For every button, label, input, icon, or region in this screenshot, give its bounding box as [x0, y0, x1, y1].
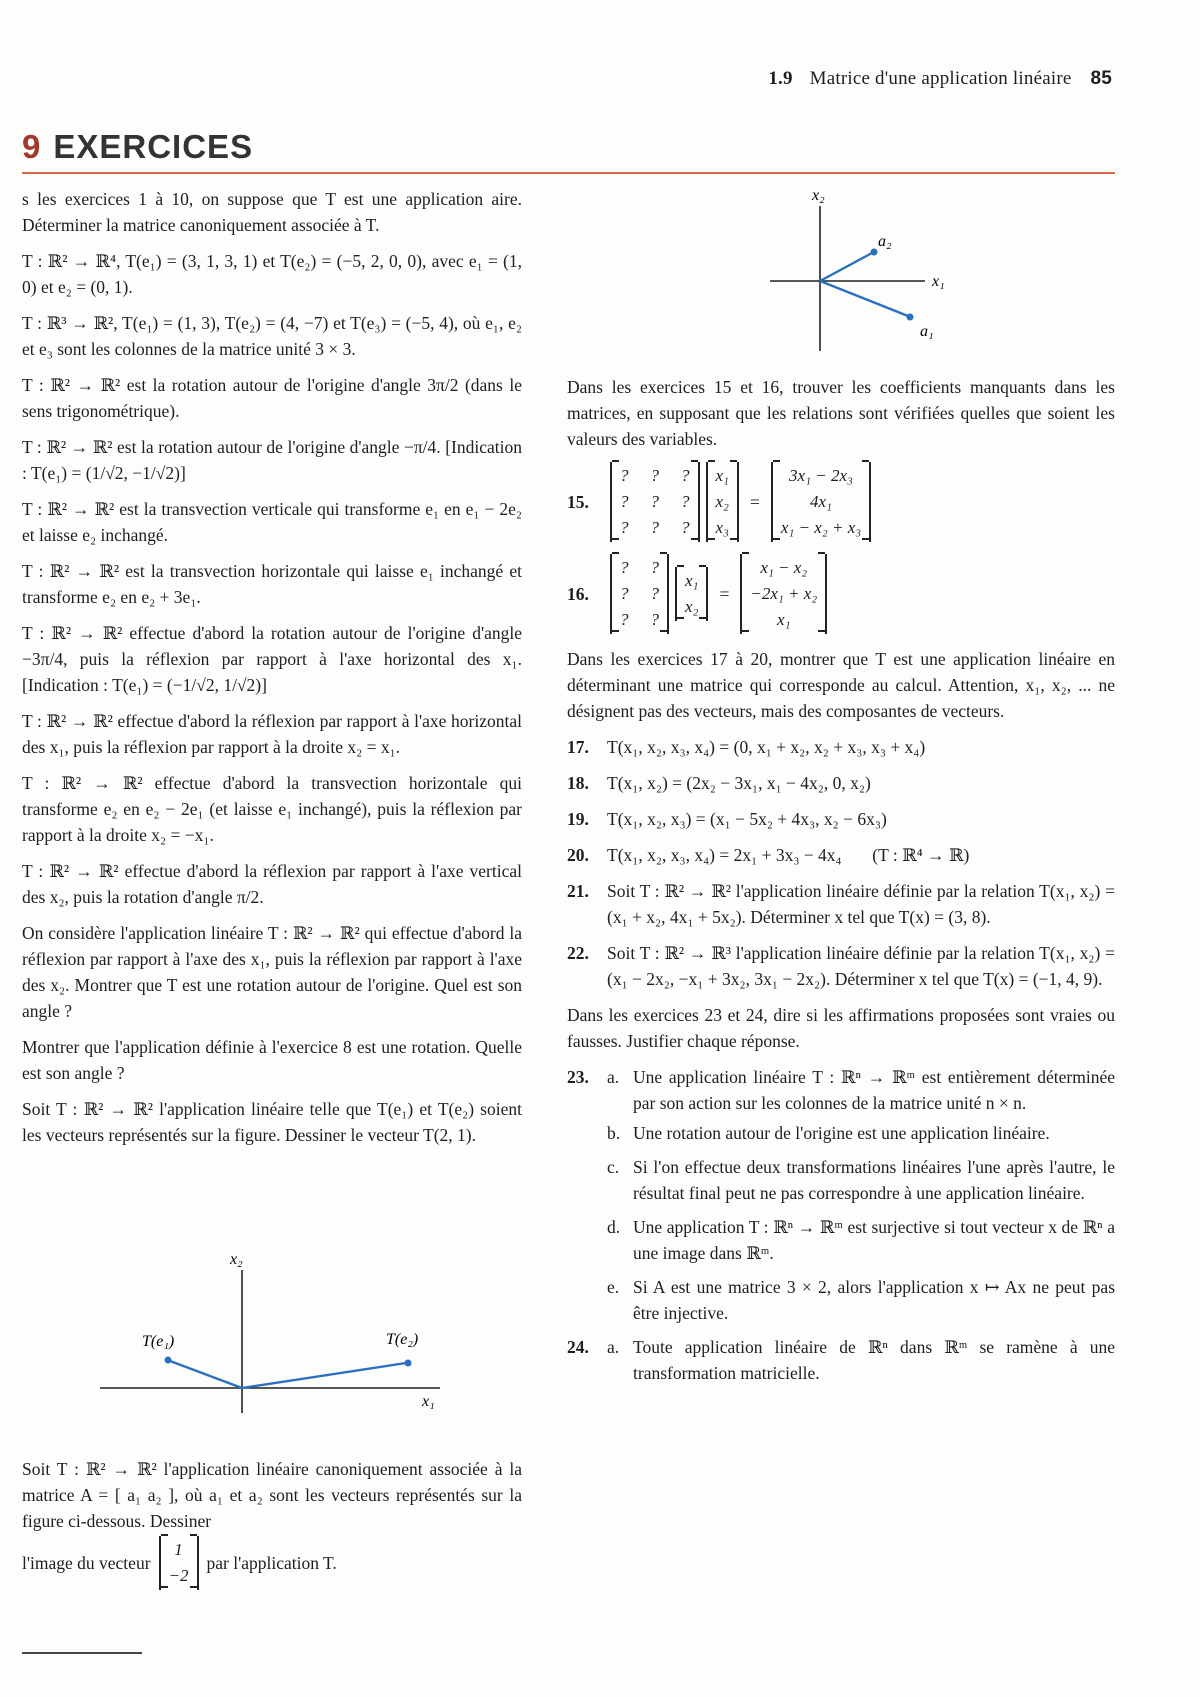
sub-text: Une application T : ℝⁿ → ℝᵐ est surjective si tout vecteur x de ℝⁿ a une image dans ℝᵐ. [633, 1217, 1115, 1263]
intro-17-20: Dans les exercices 17 à 20, montrer que T est une application linéaire en déterminant une matrice qui corresponde au calcul. Attention, x₁, x₂, ... ne désignent pas des vecteurs, mais des composantes de vecteurs. [567, 649, 1115, 721]
exercise-18 [567, 770, 1115, 796]
variable: x₁ [715, 466, 729, 485]
exercise-number: 18. [567, 773, 589, 793]
exercise-number: 22. [567, 943, 589, 963]
te2-arrow [242, 1363, 406, 1388]
exercise-5: T : ℝ² → ℝ² est la transvection verticale qui transforme e₁ en e₁ − 2e₂ et laisse e₂ inchangé. [22, 499, 522, 545]
variable: x₁ [685, 571, 699, 590]
exercise-number: 23. [567, 1067, 589, 1087]
exercise-text: T(x₁, x₂, x₃, x₄) = 2x₁ + 3x₃ − 4x₄ (T : ℝ⁴ → ℝ) [607, 845, 970, 865]
page-title [22, 128, 253, 166]
exercise-text: T(x₁, x₂, x₃, x₄) = (0, x₁ + x₂, x₂ + x₃, x₃ + x₄) [607, 737, 926, 757]
a1-arrow [820, 281, 908, 316]
te1-label: T(e₁) [142, 1333, 175, 1350]
exercise-8: T : ℝ² → ℝ² effectue d'abord la réflexion par rapport à l'axe horizontal des x₁, puis la réflexion par rapport à la droite x₂ = x₁. [22, 711, 522, 757]
exercise-10: T : ℝ² → ℝ² effectue d'abord la réflexion par rapport à l'axe vertical des x₂, puis la rotation d'angle π/2. [22, 861, 522, 907]
exercise-number: 24. [567, 1337, 589, 1357]
axis-x2-label: x₂ [812, 187, 825, 204]
vector-entry: 1 [174, 1540, 183, 1559]
intro-15-16: Dans les exercices 15 et 16, trouver les coefficients manquants dans les matrices, en supposant que les relations sont vérifiées quelles que soient les valeurs des variables. [567, 377, 1115, 449]
exercise-23 [567, 1064, 1115, 1326]
exercise-2: T : ℝ³ → ℝ², T(e₁) = (1, 3), T(e₂) = (4, −7) et T(e₃) = (−5, 4), où e₁, e₂ et e₃ sont les colonnes de la matrice unité 3 × 3. [22, 313, 522, 359]
page-number: 85 [1090, 68, 1112, 89]
unknown-coef: ? [650, 584, 659, 603]
running-header [768, 68, 1112, 90]
variable: x₃ [715, 518, 729, 537]
sub-label: d. [607, 1217, 621, 1237]
unknown-coef: ? [650, 492, 659, 511]
title-rule [22, 172, 1115, 174]
exercise-21 [567, 878, 1115, 930]
section-number: 1.9 [768, 68, 793, 89]
exercise-number: 15. [567, 492, 589, 512]
exercise-number: 21. [567, 881, 589, 901]
unknown-coef: ? [681, 466, 690, 485]
a2-arrow [820, 253, 872, 281]
exercise-24 [567, 1334, 1115, 1386]
rhs-entry: x₁ − x₂ + x₃ [780, 518, 862, 537]
unknown-coef: ? [681, 492, 690, 511]
unknown-coef: ? [620, 518, 629, 537]
sub-text: Si l'on effectue deux transformations linéaires l'une après l'autre, le résultat final peut ne pas correspondre à une application linéaire. [633, 1157, 1115, 1203]
exercise-9: T : ℝ² → ℝ² effectue d'abord la transvection horizontale qui transforme e₂ en e₂ − 2e₁ (et laisse e₁ inchangé), puis la réflexion par rapport à la droite x₂ = −x₁. [22, 773, 522, 845]
exercise-text: Soit T : ℝ² → ℝ² l'application linéaire définie par la relation T(x₁, x₂) = (x₁ + x₂, 4x₁ + 5x₂). Déterminer x tel que T(x) = (3, 8). [607, 881, 1115, 927]
intro-1-10: s les exercices 1 à 10, on suppose que T est une application aire. Déterminer la matrice canoniquement associée à T. [22, 189, 522, 235]
axis-x1-label: x₁ [932, 273, 945, 290]
unknown-coef: ? [650, 610, 659, 629]
exercise-13: Soit T : ℝ² → ℝ² l'application linéaire telle que T(e₁) et T(e₂) soient les vecteurs représentés sur la figure. Dessiner le vecteur T(2, 1). [22, 1099, 522, 1145]
intro-23-24: Dans les exercices 23 et 24, dire si les affirmations proposées sont vraies ou fausses. Justifier chaque réponse. [567, 1005, 1115, 1051]
exercise-6: T : ℝ² → ℝ² est la transvection horizontale qui laisse e₁ inchangé et transforme e₂ en e₂ + 3e₁. [22, 561, 522, 607]
exercise-12: Montrer que l'application définie à l'exercice 8 est une rotation. Quelle est son angle ? [22, 1037, 522, 1083]
exercise-1: T : ℝ² → ℝ⁴, T(e₁) = (3, 1, 3, 1) et T(e₂) = (−5, 2, 0, 0), avec e₁ = (1, 0) et e₂ = (0, 1). [22, 251, 522, 297]
unknown-coef: ? [650, 558, 659, 577]
exercise-20 [567, 842, 1115, 868]
unknown-coef: ? [620, 558, 629, 577]
a2-label: a₂ [878, 233, 892, 250]
rhs-entry: x₁ [777, 610, 791, 629]
exercise-14-text: Soit T : ℝ² → ℝ² l'application linéaire canoniquement associée à la matrice A = [ a₁ a₂ ], où a₁ et a₂ sont les vecteurs représentés sur la figure ci-dessous. Dessiner [22, 1459, 522, 1531]
exercise-7: T : ℝ² → ℝ² effectue d'abord la rotation autour de l'origine d'angle −3π/4, puis la réflexion par rapport à l'axe horizontal des x₁. [Indication : T(e₁) = (−1/√2, 1/√2)] [22, 623, 522, 695]
exercise-16: 16. ? ? ? ? ? ? x₁ x₂ = x₁ − x₂ −2x₁ + x₂ x₁ [567, 554, 1115, 634]
right-column [567, 374, 1115, 1396]
exercise-19 [567, 806, 1115, 832]
unknown-coef: ? [620, 584, 629, 603]
variable: x₂ [715, 492, 729, 511]
exercise-14-text-b: l'image du vecteur [22, 1553, 151, 1573]
exercise-14-text-c: par l'application T. [206, 1553, 337, 1573]
exercise-text: Soit T : ℝ² → ℝ³ l'application linéaire définie par la relation T(x₁, x₂) = (x₁ − 2x₂, −x₁ + 3x₂, 3x₁ − 2x₂). Déterminer x tel que T(x) = (−1, 4, 9). [607, 943, 1115, 989]
vector-entry: −2 [168, 1566, 189, 1585]
sub-label: e. [607, 1277, 620, 1297]
sub-text: Une application linéaire T : ℝⁿ → ℝᵐ est entièrement déterminée par son action sur les colonnes de la matrice unité n × n. [633, 1067, 1115, 1113]
sub-label: b. [607, 1123, 621, 1143]
rhs-entry: x₁ − x₂ [760, 558, 808, 577]
te2-label: T(e₂) [386, 1331, 419, 1348]
unknown-coef: ? [620, 610, 629, 629]
exercise-11: On considère l'application linéaire T : ℝ² → ℝ² qui effectue d'abord la réflexion par rapport à l'axe des x₁, puis la réflexion par rapport à l'axe des x₂. Montrer que T est une rotation autour de l'origine. Quel est son angle ? [22, 923, 522, 1021]
exercise-number: 16. [567, 584, 589, 604]
heading-text: EXERCICES [53, 128, 254, 165]
unknown-coef: ? [681, 518, 690, 537]
exercise-number: 20. [567, 845, 589, 865]
unknown-coef: ? [620, 466, 629, 485]
sub-label: a. [607, 1337, 620, 1357]
figure-te1-te2 [90, 1248, 450, 1428]
a1-label: a₁ [920, 323, 934, 340]
left-column [22, 186, 522, 1158]
rhs-entry: −2x₁ + x₂ [750, 584, 818, 603]
unknown-coef: ? [650, 518, 659, 537]
exercise-text: T(x₁, x₂) = (2x₂ − 3x₁, x₁ − 4x₂, 0, x₂) [607, 773, 871, 793]
exercise-text: T(x₁, x₂, x₃) = (x₁ − 5x₂ + 4x₃, x₂ − 6x₃) [607, 809, 887, 829]
exercise-3: T : ℝ² → ℝ² est la rotation autour de l'origine d'angle 3π/2 (dans le sens trigonométrique). [22, 375, 522, 421]
unknown-coef: ? [620, 492, 629, 511]
footer-rule [22, 1652, 142, 1654]
sub-text: Toute application linéaire de ℝⁿ dans ℝᵐ se ramène à une transformation matricielle. [633, 1337, 1115, 1383]
exercise-number: 17. [567, 737, 589, 757]
figure-a1-a2 [760, 186, 960, 358]
te1-arrow [170, 1361, 242, 1388]
sub-text: Une rotation autour de l'origine est une application linéaire. [633, 1123, 1050, 1143]
axis-x2-label: x₂ [230, 1251, 243, 1268]
sub-label: c. [607, 1157, 620, 1177]
sub-label: a. [607, 1067, 620, 1087]
exercise-4: T : ℝ² → ℝ² est la rotation autour de l'origine d'angle −π/4. [Indication : T(e₁) = (1/√2, −1/√2)] [22, 437, 522, 483]
unknown-coef: ? [650, 466, 659, 485]
exercise-17 [567, 734, 1115, 760]
sub-text: Si A est une matrice 3 × 2, alors l'application x ↦ Ax ne peut pas être injective. [633, 1277, 1115, 1323]
exercise-22 [567, 940, 1115, 992]
exercise-14 [22, 1456, 522, 1590]
rhs-entry: 3x₁ − 2x₃ [789, 466, 853, 485]
variable: x₂ [685, 597, 699, 616]
exercise-15: 15. ? ? ? ? ? ? ? ? ? x₁ x₂ x₃ = 3x₁ − 2x₃ 4x₁ x₁ − x₂ + x₃ [567, 462, 1115, 542]
exercise-number: 19. [567, 809, 589, 829]
section-title: Matrice d'une application linéaire [809, 68, 1072, 89]
rhs-entry: 4x₁ [810, 492, 832, 511]
axis-x1-label: x₁ [422, 1393, 435, 1410]
chapter-number: 9 [22, 128, 42, 165]
